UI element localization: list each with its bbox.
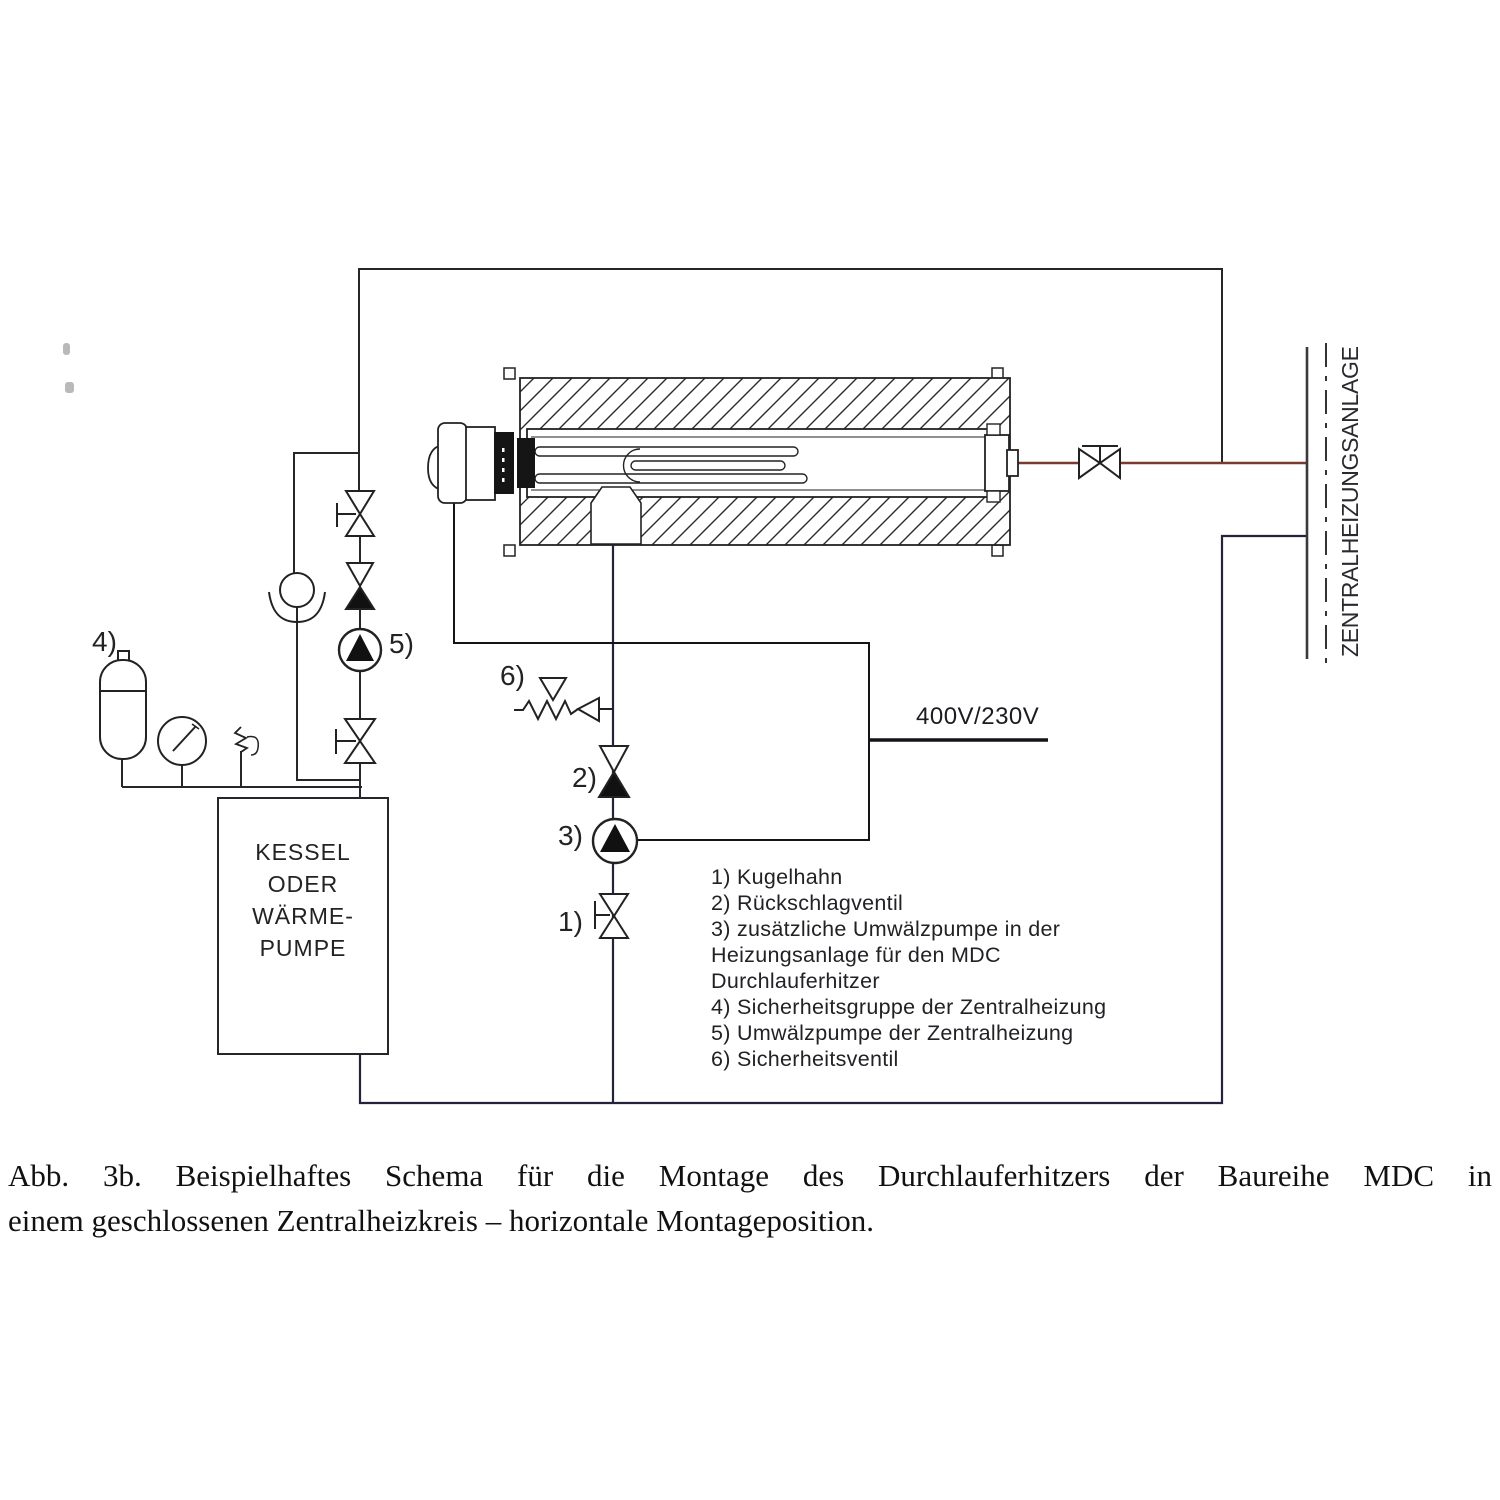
end-bolt-bottom xyxy=(987,491,1000,502)
label-4: 4) xyxy=(92,626,117,657)
label-1: 1) xyxy=(558,906,583,937)
legend-line: 4) Sicherheitsgruppe der Zentralheizung xyxy=(711,995,1107,1019)
legend-line: 3) zusätzliche Umwälzpumpe in der xyxy=(711,917,1061,941)
legend-line: 6) Sicherheitsventil xyxy=(711,1047,899,1071)
shutoff-valve-top-icon xyxy=(337,491,374,536)
boiler-label xyxy=(218,836,388,964)
heating-system-wall xyxy=(1307,343,1326,663)
legend xyxy=(711,864,1106,1072)
heater-end-cap xyxy=(985,435,1009,491)
label-6: 6) xyxy=(500,660,525,691)
boiler-label-line: ODER xyxy=(267,871,339,897)
legend-line: Durchlauferhitzer xyxy=(711,969,880,993)
boiler-label-line: WÄRME- xyxy=(252,903,354,929)
pump-5-icon xyxy=(339,629,381,671)
wall-label: ZENTRALHEIZUNGSANLAGE xyxy=(1337,346,1363,657)
label-5: 5) xyxy=(389,628,414,659)
power-label: 400V/230V xyxy=(916,703,1040,730)
boiler-label-line: PUMPE xyxy=(259,935,347,961)
outlet-stub xyxy=(1007,450,1018,476)
head-cylinder xyxy=(466,427,495,500)
supply-ball-valve-icon xyxy=(1079,446,1120,478)
check-valve-2-icon xyxy=(599,746,629,797)
safety-valve-icon xyxy=(514,678,614,721)
drain-cock-icon xyxy=(235,727,258,755)
expansion-vessel-icon xyxy=(100,651,146,759)
figure-caption-line1: Abb. 3b. Beispielhaftes Schema für die Montage des Durchlauferhitzers der Baureihe MDC in xyxy=(8,1158,1492,1193)
scan-artifact xyxy=(63,343,70,355)
scan-artifact xyxy=(65,382,74,393)
check-valve-left-icon xyxy=(346,563,374,609)
shutoff-valve-bottom-icon xyxy=(336,719,375,763)
label-3: 3) xyxy=(558,820,583,851)
label-2: 2) xyxy=(572,762,597,793)
figure-caption-line2: einem geschlossenen Zentralheizkreis – horizontale Montageposition. xyxy=(8,1203,875,1238)
ball-valve-1-icon xyxy=(595,894,628,938)
legend-line: 5) Umwälzpumpe der Zentralheizung xyxy=(711,1021,1074,1045)
element-gasket xyxy=(517,438,535,488)
legend-line: 2) Rückschlagventil xyxy=(711,891,904,915)
end-bolt-top xyxy=(987,424,1000,435)
safety-group-manifold xyxy=(122,751,362,787)
legend-line: 1) Kugelhahn xyxy=(711,865,843,889)
flow-heater xyxy=(428,368,1018,556)
inlet-port xyxy=(591,487,641,544)
pressure-gauge-icon xyxy=(158,717,206,765)
pump-3-icon xyxy=(593,819,637,863)
head-black-band xyxy=(494,432,514,494)
heater-tube xyxy=(527,429,989,497)
head-cap xyxy=(438,423,467,503)
legend-line: Heizungsanlage für den MDC xyxy=(711,943,1001,967)
boiler-label-line: KESSEL xyxy=(255,839,351,865)
